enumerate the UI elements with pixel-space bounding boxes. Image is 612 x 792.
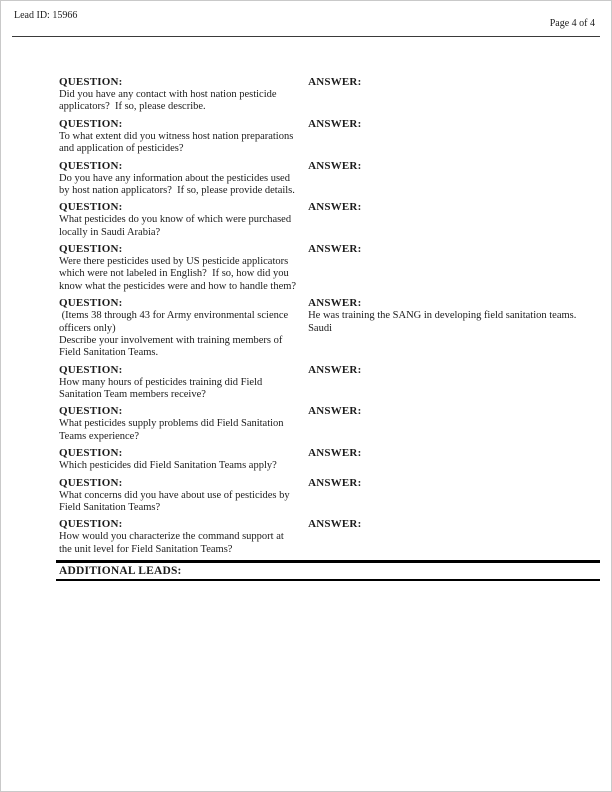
page-number: Page 4 of 4 [549,18,595,29]
qa-row [59,516,597,556]
qa-row [59,362,597,402]
question-text: How many hours of pesticides training did Field Sanitation Team members receive? [59,376,265,400]
question-column [59,475,308,515]
question-label: QUESTION: [59,159,123,172]
question-text: What pesticides supply problems did Field Sanitation Teams experience? [59,418,286,442]
question-label: QUESTION: [59,363,123,376]
qa-row [59,475,597,515]
qa-row [59,116,597,156]
question-text: What concerns did you have about use of pesticides by Field Sanitation Teams? [59,489,293,513]
answer-label: ANSWER: [308,297,362,310]
answer-label: ANSWER: [308,518,362,531]
answer-column [308,445,597,472]
question-label: QUESTION: [59,243,123,255]
additional-leads-label: ADDITIONAL LEADS: [59,565,182,577]
question-column [59,199,308,239]
answer-column [308,241,597,293]
question-label: QUESTION: [59,447,123,460]
answer-label: ANSWER: [308,363,362,376]
additional-leads-section [1,560,600,581]
question-label: QUESTION: [59,201,123,214]
answer-column [308,116,597,156]
answer-column [308,158,597,198]
question-text: What pesticides do you know of which were purchased locally in Saudi Arabia? [59,214,294,238]
question-column [59,116,308,156]
qa-row [59,295,597,360]
answer-label: ANSWER: [308,76,362,88]
question-column [59,295,308,360]
question-column [59,241,308,293]
qa-list [1,37,611,556]
question-text: To what extent did you witness host nation preparations and application of pesticides? [59,130,296,155]
answer-label: ANSWER: [308,447,362,460]
answer-label: ANSWER: [308,159,362,172]
question-column [59,445,308,472]
answer-text: He was training the SANG in developing field sanitation teams. Saudi [308,310,582,334]
answer-column [308,74,597,114]
question-column [59,403,308,443]
question-column [59,158,308,198]
answer-label: ANSWER: [308,201,362,214]
question-text: Do you have any information about the pesticides used by host nation applicators? If so, please provide details. [59,172,295,196]
answer-label: ANSWER: [308,476,362,489]
question-text: Were there pesticides used by US pesticide applicators which were not labeled in English? If so, how did you know what the pesticides were and how to handle them? [59,256,297,292]
qa-row [59,241,597,293]
question-label: QUESTION: [59,117,123,130]
answer-label: ANSWER: [308,405,362,418]
answer-column [308,516,597,556]
question-column [59,516,308,556]
question-text: Which pesticides did Field Sanitation Teams apply? [59,460,277,472]
page-header [1,1,611,29]
qa-row [59,403,597,443]
answer-column [308,199,597,239]
footer-bottom-divider [56,579,600,581]
question-note: (Items 38 through 43 for Army environmental science officers only) [59,310,291,334]
question-label: QUESTION: [59,405,123,418]
qa-row [59,199,597,239]
qa-row [59,158,597,198]
answer-column [308,475,597,515]
answer-column [308,362,597,402]
answer-label: ANSWER: [308,117,362,130]
qa-row [59,445,597,472]
question-text: Did you have any contact with host nation pesticide applicators? If so, please describe. [59,89,280,113]
lead-id: Lead ID: 15966 [14,10,78,21]
question-label: QUESTION: [59,297,123,310]
answer-label: ANSWER: [308,243,362,255]
question-label: QUESTION: [59,518,123,531]
answer-column [308,295,597,360]
question-label: QUESTION: [59,76,123,88]
answer-column [308,403,597,443]
question-text: Describe your involvement with training members of Field Sanitation Teams. [59,334,285,359]
question-column [59,74,308,114]
qa-row [59,74,597,114]
question-column [59,362,308,402]
question-text: How would you characterize the command support at the unit level for Field Sanitation Teams? [59,531,287,555]
question-label: QUESTION: [59,476,123,489]
